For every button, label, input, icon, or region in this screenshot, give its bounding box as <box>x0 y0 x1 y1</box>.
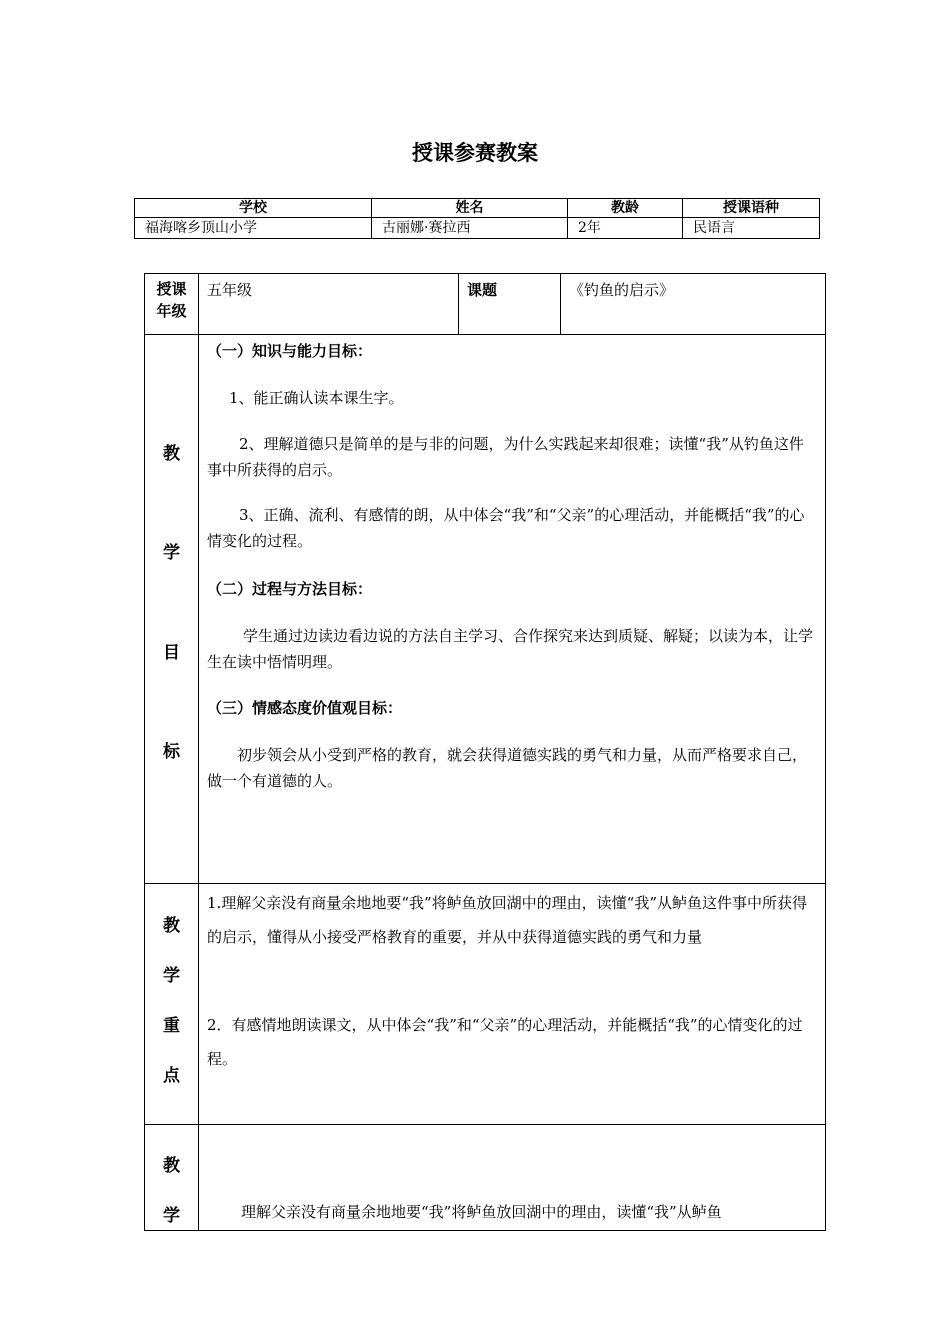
objective-item-2: 2、理解道德只是简单的是与非的问题，为什么实践起来却很难；读懂“我”从钓鱼这件事中所获得的启示。 <box>207 435 804 479</box>
name-value: 古丽娜·赛拉西 <box>372 218 568 239</box>
teaching-years-header: 教龄 <box>568 199 683 218</box>
objective-item-3: 3、正确、流利、有感情的朗，从中体会“我”和“父亲”的心理活动，并能概括“我”的心情变化的过程。 <box>207 506 805 550</box>
topic-label: 课题 <box>459 274 561 335</box>
language-value: 民语言 <box>683 218 820 239</box>
key-points-content <box>199 884 826 1125</box>
page-title: 授课参赛教案 <box>412 141 538 165</box>
objective-item-5: 初步领会从小受到严格的教育，就会获得道德实践的勇气和力量，从而严格要求自己，做一个有道德的人。 <box>207 746 808 790</box>
objectives-label: 教 学 目 标 <box>145 335 199 884</box>
grade-label: 授课年级 <box>145 274 199 335</box>
language-header: 授课语种 <box>683 199 820 218</box>
lesson-plan-table <box>144 273 826 1231</box>
teaching-years-value: 2年 <box>568 218 683 239</box>
objective-item-1: 1、能正确认读本课生字。 <box>229 389 404 407</box>
difficulty-label: 教 学 <box>145 1125 199 1231</box>
school-header: 学校 <box>135 199 372 218</box>
objective-item-4: 学生通过边读边看边说的方法自主学习、合作探究来达到质疑、解疑；以读为本，让学生在读中悟情明理。 <box>207 627 814 671</box>
key-point-1: 1.理解父亲没有商量余地地要“我”将鲈鱼放回湖中的理由，读懂“我”从鲈鱼这件事中所获得的启示，懂得从小接受严格教育的重要，并从中获得道德实践的勇气和力量 <box>207 894 807 946</box>
difficulty-text: 理解父亲没有商量余地地要“我”将鲈鱼放回湖中的理由，读懂“我”从鲈鱼 <box>241 1203 722 1221</box>
name-header: 姓名 <box>372 199 568 218</box>
key-point-2: 2．有感情地朗读课文，从中体会“我”和“父亲”的心理活动，并能概括“我”的心情变化的过程。 <box>207 1016 803 1068</box>
objectives-content <box>199 335 826 884</box>
teacher-info-table <box>134 198 820 239</box>
topic-value: 《钓鱼的启示》 <box>561 274 826 335</box>
objective-heading-2: （二）过程与方法目标： <box>207 580 373 598</box>
school-value: 福海喀乡顶山小学 <box>135 218 372 239</box>
difficulty-content <box>199 1125 826 1231</box>
objective-heading-3: （三）情感态度价值观目标： <box>207 699 403 717</box>
key-points-label: 教 学 重 点 <box>145 884 199 1125</box>
grade-value: 五年级 <box>199 274 459 335</box>
objective-heading-1: （一）知识与能力目标： <box>207 342 373 360</box>
